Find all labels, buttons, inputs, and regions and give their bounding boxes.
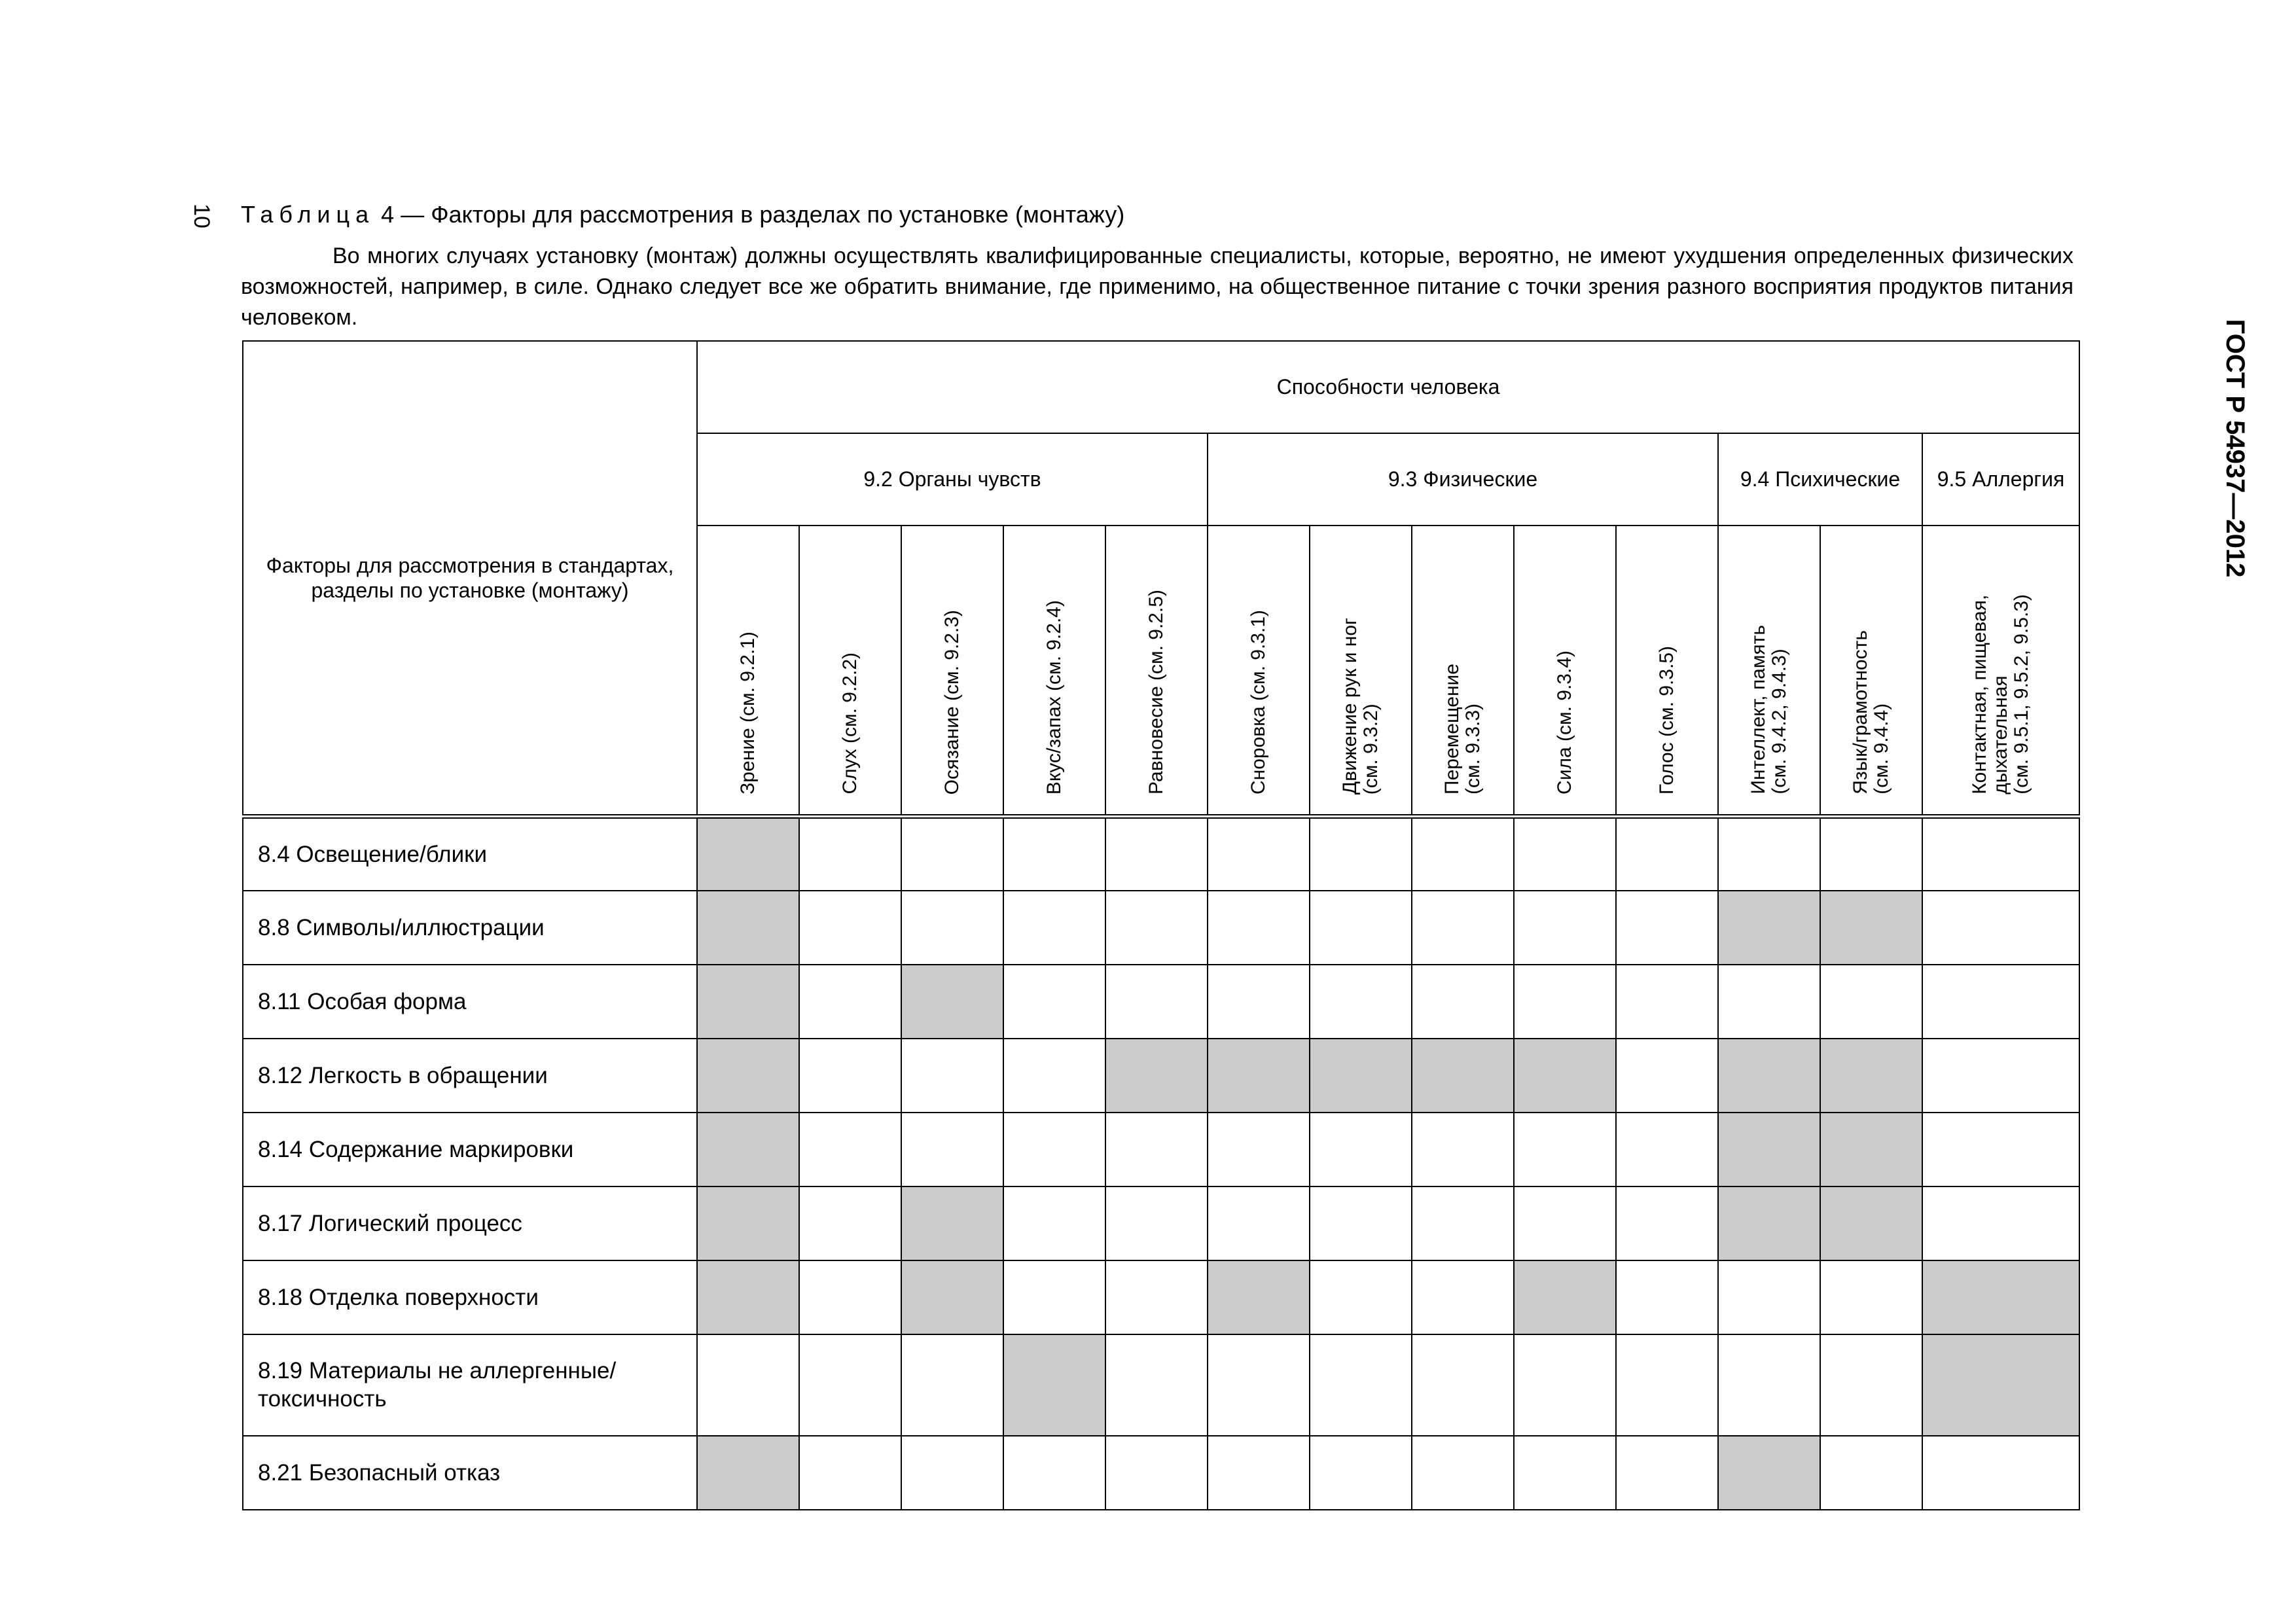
column-header (1616, 526, 1718, 817)
empty-cell (799, 1334, 901, 1436)
table-title (241, 200, 1124, 229)
empty-cell (1616, 1113, 1718, 1186)
empty-cell (1412, 1186, 1514, 1260)
empty-cell (1310, 1436, 1412, 1510)
empty-cell (1820, 817, 1922, 891)
empty-cell (1616, 891, 1718, 965)
shaded-cell (697, 1436, 799, 1510)
empty-cell (1310, 1260, 1412, 1334)
empty-cell (1922, 817, 2079, 891)
empty-cell (1412, 817, 1514, 891)
empty-cell (1922, 1113, 2079, 1186)
factor-header: Факторы для рассмотрения в стандартах, разделы по установке (монтажу) (243, 341, 697, 817)
empty-cell (1208, 965, 1310, 1039)
column-header (1820, 526, 1922, 817)
row-label: 8.18 Отделка поверхности (243, 1260, 697, 1334)
column-header-label: Перемещение (см. 9.3.3) (1441, 664, 1484, 794)
shaded-cell (697, 1113, 799, 1186)
empty-cell (799, 1039, 901, 1113)
table-row (243, 1260, 2079, 1334)
empty-cell (1310, 965, 1412, 1039)
row-label: 8.8 Символы/иллюстрации (243, 891, 697, 965)
empty-cell (1922, 1186, 2079, 1260)
column-header-label: Движение рук и ног (см. 9.3.2) (1339, 617, 1382, 794)
empty-cell (799, 1113, 901, 1186)
empty-cell (799, 1436, 901, 1510)
empty-cell (799, 891, 901, 965)
column-header-label: Голос (см. 9.3.5) (1656, 645, 1677, 794)
empty-cell (1718, 965, 1820, 1039)
empty-cell (1003, 1186, 1105, 1260)
empty-cell (1820, 1260, 1922, 1334)
empty-cell (901, 817, 1003, 891)
empty-cell (1105, 1436, 1208, 1510)
table-row (243, 1113, 2079, 1186)
shaded-cell (697, 1039, 799, 1113)
shaded-cell (1718, 1436, 1820, 1510)
empty-cell (1412, 1113, 1514, 1186)
empty-cell (1412, 1334, 1514, 1436)
column-header (1922, 526, 2079, 817)
column-header (799, 526, 901, 817)
table-row (243, 1334, 2079, 1436)
empty-cell (1208, 817, 1310, 891)
empty-cell (1412, 1260, 1514, 1334)
shaded-cell (1820, 1039, 1922, 1113)
column-header-label: Осязание (см. 9.2.3) (941, 609, 963, 794)
column-header (1208, 526, 1310, 817)
shaded-cell (1310, 1039, 1412, 1113)
empty-cell (1514, 1334, 1616, 1436)
empty-cell (1514, 965, 1616, 1039)
empty-cell (901, 1113, 1003, 1186)
empty-cell (1412, 965, 1514, 1039)
empty-cell (1616, 1260, 1718, 1334)
column-header-label: Вкус/запах (см. 9.2.4) (1043, 599, 1065, 794)
empty-cell (1514, 1113, 1616, 1186)
abilities-header: Способности человека (697, 341, 2079, 433)
shaded-cell (1003, 1334, 1105, 1436)
column-header-label: Контактная, пищевая, дыхательная (см. 9.5.1, 9.5.2, 9.5.3) (1969, 594, 2032, 794)
column-header (1105, 526, 1208, 817)
empty-cell (1820, 1334, 1922, 1436)
empty-cell (1003, 1113, 1105, 1186)
table-row (243, 817, 2079, 891)
column-header (901, 526, 1003, 817)
empty-cell (799, 1260, 901, 1334)
empty-cell (1820, 965, 1922, 1039)
empty-cell (1514, 1186, 1616, 1260)
empty-cell (1105, 1334, 1208, 1436)
empty-cell (901, 1334, 1003, 1436)
page-number: 10 (189, 204, 214, 228)
row-label: 8.14 Содержание маркировки (243, 1113, 697, 1186)
empty-cell (1922, 1436, 2079, 1510)
empty-cell (901, 1039, 1003, 1113)
empty-cell (1820, 1436, 1922, 1510)
shaded-cell (697, 817, 799, 891)
group-header: 9.2 Органы чувств (697, 433, 1208, 526)
column-header-label: Равновесие (см. 9.2.5) (1145, 590, 1167, 794)
empty-cell (799, 817, 901, 891)
row-label: 8.21 Безопасный отказ (243, 1436, 697, 1510)
empty-cell (1310, 891, 1412, 965)
row-label: 8.12 Легкость в обращении (243, 1039, 697, 1113)
row-label: 8.11 Особая форма (243, 965, 697, 1039)
empty-cell (799, 965, 901, 1039)
table-title-label: Таблица (241, 201, 375, 228)
empty-cell (1412, 891, 1514, 965)
empty-cell (1003, 1039, 1105, 1113)
empty-cell (1922, 891, 2079, 965)
empty-cell (1514, 891, 1616, 965)
group-header: 9.3 Физические (1208, 433, 1718, 526)
empty-cell (1003, 1436, 1105, 1510)
shaded-cell (1922, 1260, 2079, 1334)
standard-code: ГОСТ Р 54937—2012 (2221, 319, 2250, 578)
group-header: 9.5 Аллергия (1922, 433, 2079, 526)
shaded-cell (1208, 1260, 1310, 1334)
shaded-cell (1922, 1334, 2079, 1436)
column-header-label: Сноровка (см. 9.3.1) (1247, 609, 1269, 794)
empty-cell (1310, 817, 1412, 891)
empty-cell (1922, 965, 2079, 1039)
column-header-label: Сила (см. 9.3.4) (1554, 651, 1575, 794)
group-header: 9.4 Психические (1718, 433, 1922, 526)
shaded-cell (1820, 1186, 1922, 1260)
empty-cell (1208, 1436, 1310, 1510)
empty-cell (1208, 1334, 1310, 1436)
empty-cell (1514, 1436, 1616, 1510)
empty-cell (1718, 817, 1820, 891)
empty-cell (901, 1436, 1003, 1510)
shaded-cell (697, 965, 799, 1039)
shaded-cell (697, 1186, 799, 1260)
empty-cell (1718, 1334, 1820, 1436)
column-header (1718, 526, 1820, 817)
empty-cell (901, 891, 1003, 965)
table-row (243, 1039, 2079, 1113)
shaded-cell (697, 891, 799, 965)
empty-cell (799, 1186, 901, 1260)
empty-cell (1616, 817, 1718, 891)
empty-cell (1616, 965, 1718, 1039)
empty-cell (1310, 1113, 1412, 1186)
column-header-label: Интеллект, память (см. 9.4.2, 9.4.3) (1748, 625, 1790, 794)
empty-cell (1105, 817, 1208, 891)
table-row (243, 1186, 2079, 1260)
empty-cell (1616, 1436, 1718, 1510)
shaded-cell (1820, 891, 1922, 965)
table-body (243, 817, 2079, 1510)
empty-cell (1412, 1436, 1514, 1510)
factors-table (242, 340, 2080, 1510)
shaded-cell (901, 1186, 1003, 1260)
empty-cell (1208, 1186, 1310, 1260)
empty-cell (1922, 1039, 2079, 1113)
table-row (243, 1436, 2079, 1510)
empty-cell (1105, 1186, 1208, 1260)
shaded-cell (901, 1260, 1003, 1334)
empty-cell (1310, 1334, 1412, 1436)
table-row (243, 891, 2079, 965)
column-header-label: Зрение (см. 9.2.1) (737, 632, 759, 794)
shaded-cell (1105, 1039, 1208, 1113)
empty-cell (1616, 1334, 1718, 1436)
shaded-cell (697, 1260, 799, 1334)
column-header-label: Язык/грамотность (см. 9.4.4) (1850, 630, 1892, 794)
empty-cell (1105, 891, 1208, 965)
row-label: 8.19 Материалы не аллергенные/ токсичность (243, 1334, 697, 1436)
shaded-cell (1208, 1039, 1310, 1113)
column-header (1003, 526, 1105, 817)
empty-cell (1208, 1113, 1310, 1186)
shaded-cell (1820, 1113, 1922, 1186)
empty-cell (1616, 1039, 1718, 1113)
column-header (1310, 526, 1412, 817)
shaded-cell (1514, 1039, 1616, 1113)
empty-cell (1208, 891, 1310, 965)
shaded-cell (1514, 1260, 1616, 1334)
empty-cell (1718, 1260, 1820, 1334)
shaded-cell (1412, 1039, 1514, 1113)
column-header (697, 526, 799, 817)
empty-cell (1003, 1260, 1105, 1334)
empty-cell (1003, 965, 1105, 1039)
intro-paragraph: Во многих случаях установку (монтаж) должны осуществлять квалифицированные специалисты, которые, вероятно, не имеют ухудшения определенных физических возможностей, например, в силе. Однако следует все же обратить внимание, где применимо, на общественное питание с точки зрения разного восприятия продуктов питания человеком. (241, 243, 2073, 330)
shaded-cell (1718, 891, 1820, 965)
empty-cell (1003, 891, 1105, 965)
shaded-cell (1718, 1113, 1820, 1186)
empty-cell (1105, 1260, 1208, 1334)
empty-cell (1616, 1186, 1718, 1260)
table-row (243, 965, 2079, 1039)
empty-cell (1310, 1186, 1412, 1260)
empty-cell (1105, 965, 1208, 1039)
column-header-label: Слух (см. 9.2.2) (839, 652, 861, 794)
empty-cell (1105, 1113, 1208, 1186)
table-title-text: 4 — Факторы для рассмотрения в разделах по установке (монтажу) (381, 201, 1125, 228)
empty-cell (1003, 817, 1105, 891)
column-header (1514, 526, 1616, 817)
empty-cell (1514, 817, 1616, 891)
shaded-cell (1718, 1186, 1820, 1260)
row-label: 8.4 Освещение/блики (243, 817, 697, 891)
row-label: 8.17 Логический процесс (243, 1186, 697, 1260)
column-header (1412, 526, 1514, 817)
shaded-cell (1718, 1039, 1820, 1113)
shaded-cell (901, 965, 1003, 1039)
empty-cell (697, 1334, 799, 1436)
